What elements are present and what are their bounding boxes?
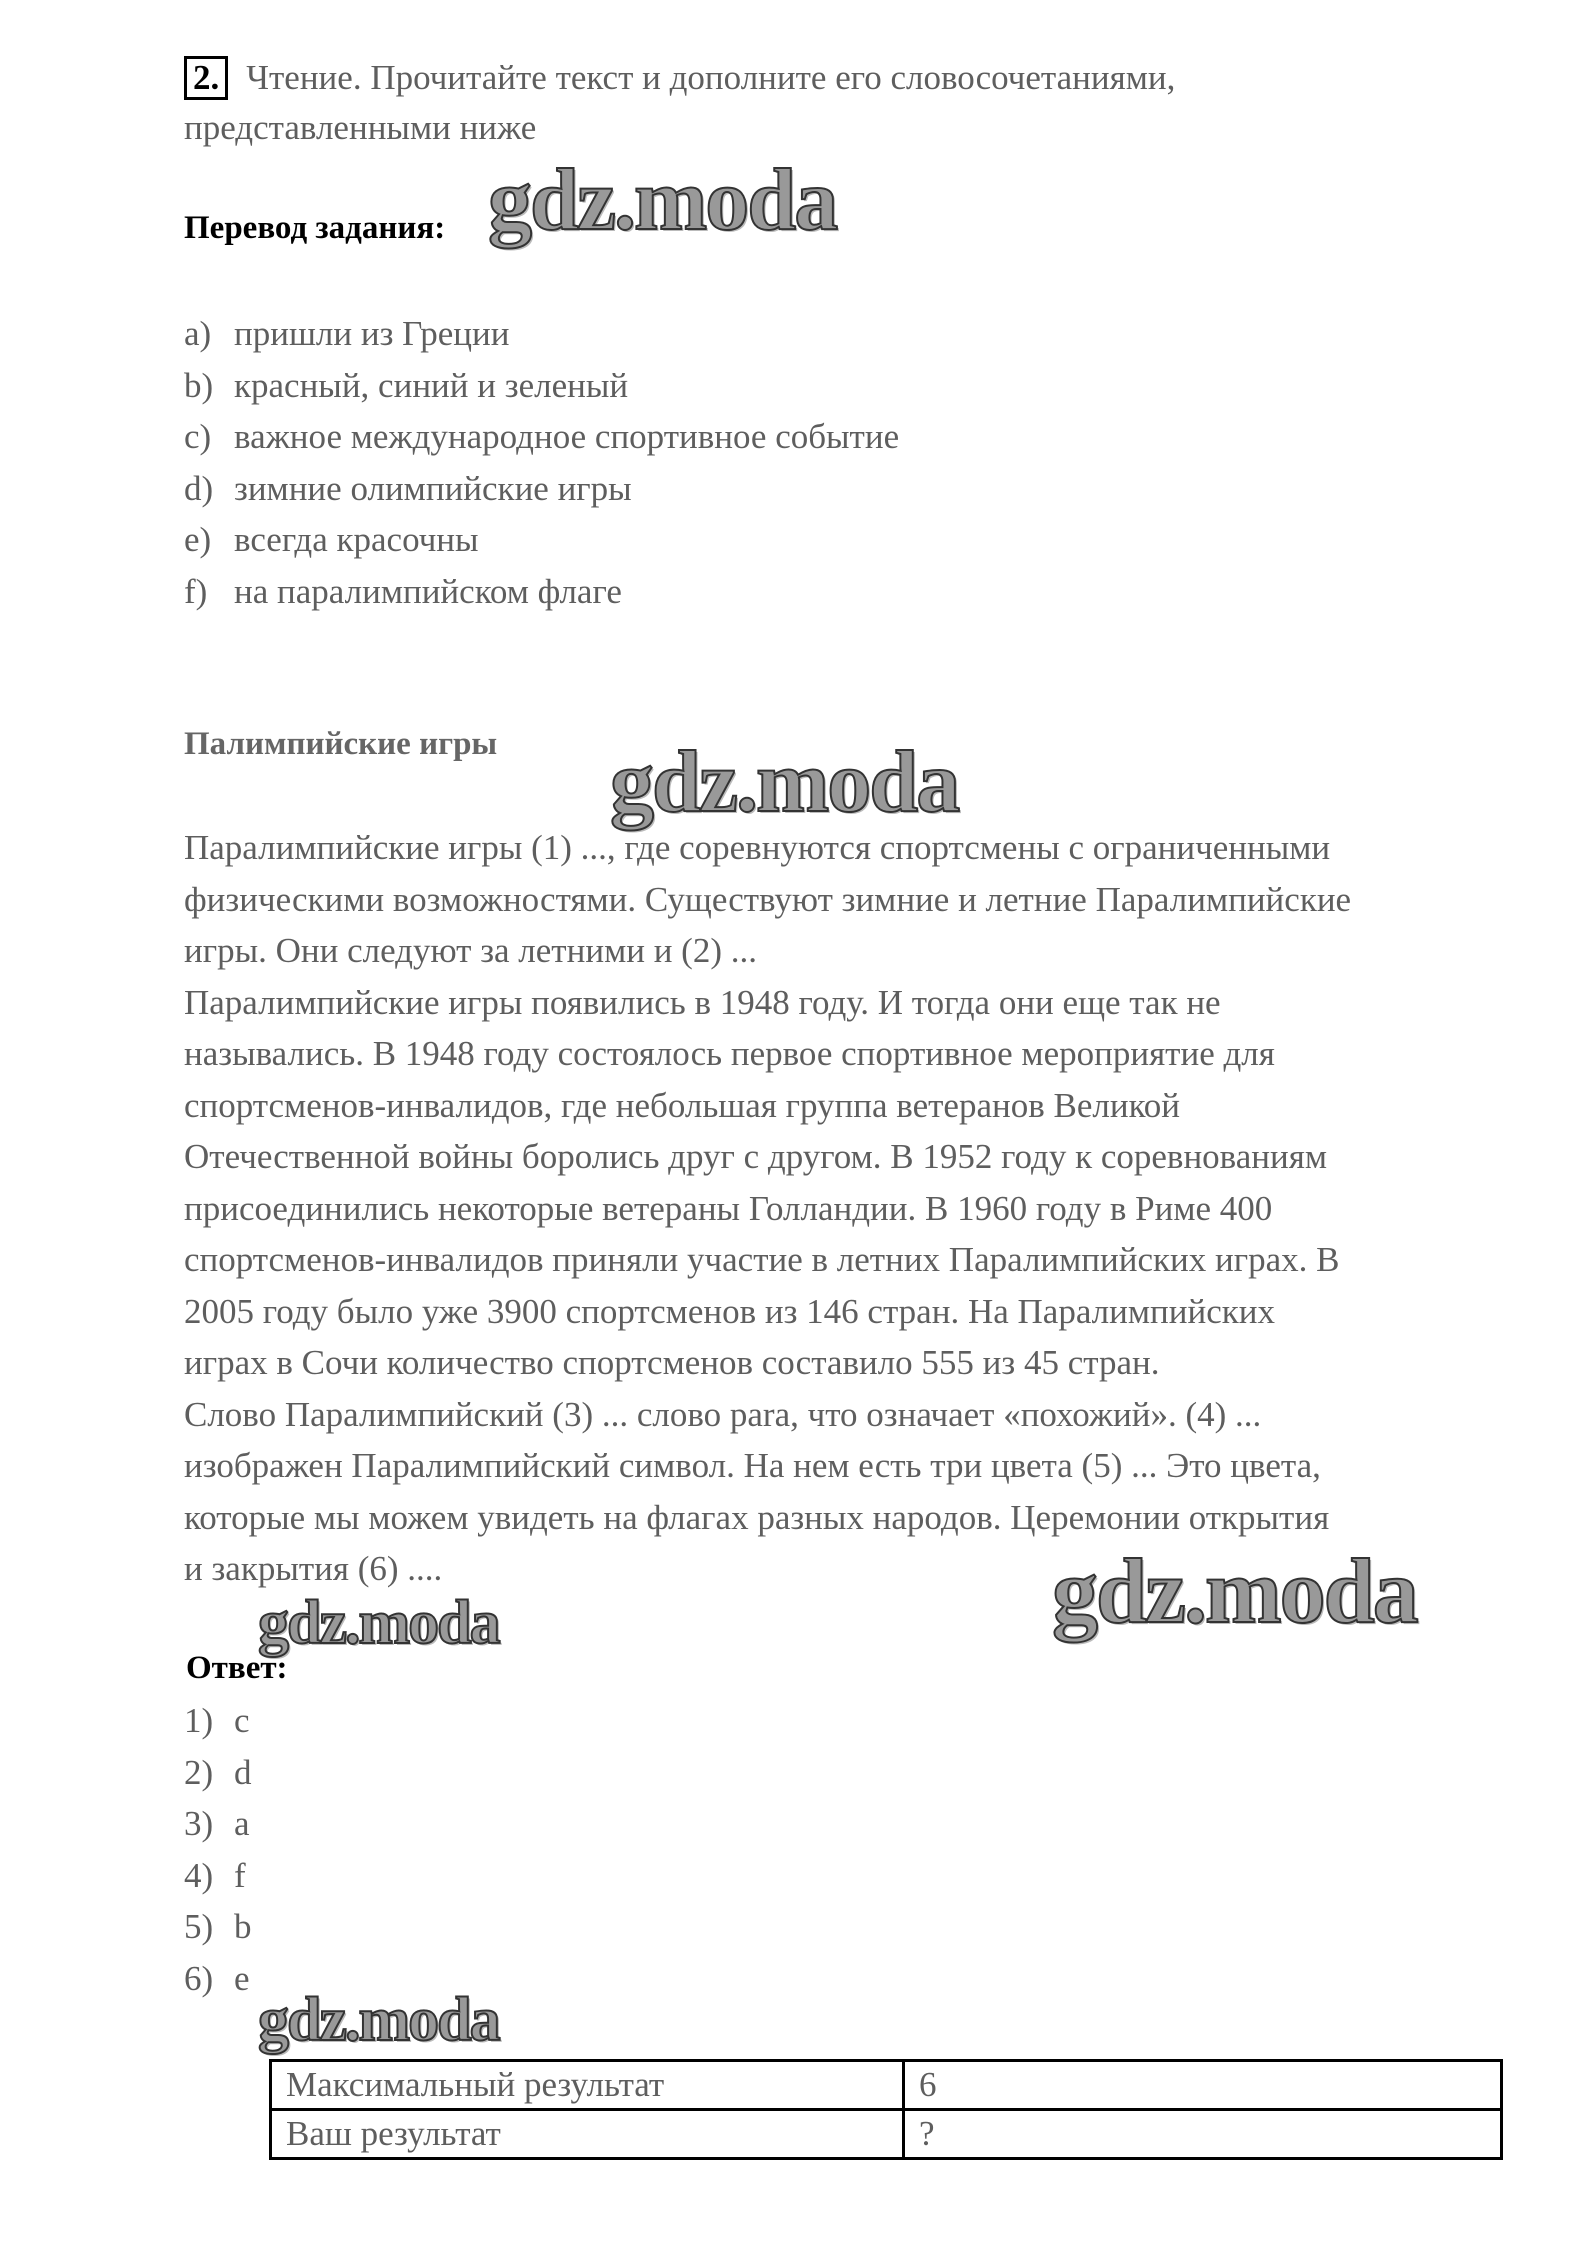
option-text: зимние олимпийские игры — [234, 468, 632, 508]
instruction-text: Чтение. Прочитайте текст и дополните его словосочетаниями, — [246, 58, 1176, 97]
option-item — [184, 308, 899, 360]
text-line: Слово Паралимпийский (3) ... слово para, что означает «похожий». (4) ... — [184, 1394, 1262, 1434]
text-line: присоединились некоторые ветераны Голландии. В 1960 году в Риме 400 — [184, 1188, 1273, 1228]
option-text: всегда красочны — [234, 520, 479, 559]
answer-item — [184, 1901, 252, 1953]
text-line: которые мы можем увидеть на флагах разных народов. Церемонии открытия — [184, 1497, 1330, 1537]
option-text: пришли из Греции — [234, 314, 510, 353]
answer-item — [184, 1850, 252, 1902]
option-key: e) — [184, 520, 212, 559]
answer-number: 4) — [184, 1855, 214, 1895]
option-key: d) — [184, 468, 214, 508]
option-text: важное международное спортивное событие — [234, 417, 900, 456]
text-line: и закрытия (6) .... — [184, 1549, 443, 1588]
answer-number: 3) — [184, 1804, 214, 1843]
text-line: спортсменов-инвалидов, где небольшая группа ветеранов Великой — [184, 1085, 1181, 1125]
answer-item — [184, 1747, 252, 1799]
translation-label: Перевод задания: — [184, 210, 446, 246]
text-line: изображен Паралимпийский символ. На нем есть три цвета (5) ... Это цвета, — [184, 1446, 1321, 1485]
text-line: Паралимпийские игры появились в 1948 году. И тогда они еще так не — [184, 982, 1221, 1022]
option-item — [184, 463, 899, 515]
text-line: игры. Они следуют за летними и (2) ... — [184, 931, 757, 970]
option-item — [184, 360, 899, 412]
answer-number: 2) — [184, 1752, 214, 1792]
your-score-value: ? — [904, 2110, 1502, 2159]
task-instruction-line2: представленными ниже — [184, 108, 537, 147]
answer-number: 6) — [184, 1958, 214, 1998]
task-number: 2. — [184, 56, 228, 100]
answer-value: e — [234, 1958, 250, 1998]
text-line: Паралимпийские игры (1) ..., где соревнуются спортсмены с ограниченными — [184, 828, 1331, 867]
option-item — [184, 514, 899, 566]
text-line: физическими возможностями. Существуют зимние и летние Паралимпийские — [184, 879, 1352, 919]
max-score-value: 6 — [904, 2061, 1502, 2110]
watermark-logo: gdz.moda — [258, 1986, 499, 2054]
answer-list — [184, 1695, 252, 2004]
reading-text — [184, 822, 1351, 1595]
answer-value: c — [234, 1701, 250, 1740]
answer-item — [184, 1695, 252, 1747]
max-score-label: Максимальный результат — [271, 2061, 904, 2110]
text-title: Палимпийские игры — [184, 726, 498, 762]
text-line: 2005 году было уже 3900 спортсменов из 146 стран. На Паралимпийских — [184, 1291, 1275, 1331]
watermark-logo: gdz.moda — [1052, 1540, 1417, 1642]
option-key: c) — [184, 417, 212, 456]
text-line: назывались. В 1948 году состоялось первое спортивное мероприятие для — [184, 1034, 1275, 1073]
option-text: красный, синий и зеленый — [234, 365, 629, 405]
options-list — [184, 308, 899, 617]
option-item — [184, 566, 899, 618]
table-row — [271, 2061, 1502, 2110]
watermark-logo: gdz.moda — [258, 1589, 499, 1657]
answer-item — [184, 1953, 252, 2005]
option-item — [184, 411, 899, 463]
your-score-label: Ваш результат — [271, 2110, 904, 2159]
option-key: a) — [184, 314, 212, 353]
option-text: на паралимпийском флаге — [234, 571, 622, 611]
answer-item — [184, 1798, 252, 1850]
option-key: b) — [184, 365, 214, 405]
option-key: f) — [184, 571, 208, 611]
answer-number: 1) — [184, 1701, 214, 1740]
text-line: Отечественной войны боролись друг с другом. В 1952 году к соревнованиям — [184, 1137, 1327, 1176]
answer-value: f — [234, 1855, 246, 1895]
answer-value: d — [234, 1752, 252, 1792]
text-line: спортсменов-инвалидов приняли участие в летних Паралимпийских играх. В — [184, 1240, 1340, 1279]
answer-value: a — [234, 1804, 250, 1843]
answer-number: 5) — [184, 1907, 214, 1946]
task-instruction-line1 — [184, 52, 1175, 104]
score-table — [269, 2059, 1503, 2160]
watermark-logo: gdz.moda — [610, 734, 959, 831]
text-line: играх в Сочи количество спортсменов составило 555 из 45 стран. — [184, 1343, 1160, 1382]
watermark-logo: gdz.moda — [488, 152, 837, 249]
answer-label: Ответ: — [186, 1650, 288, 1686]
answer-value: b — [234, 1907, 252, 1946]
table-row — [271, 2110, 1502, 2159]
